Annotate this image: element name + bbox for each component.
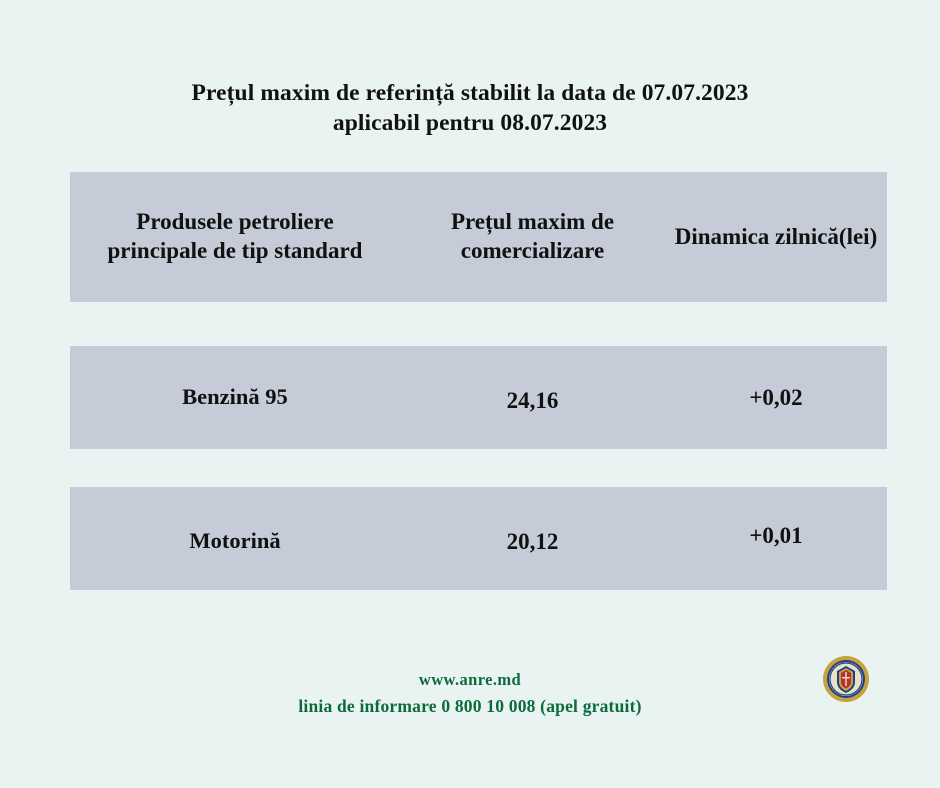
footer-website[interactable]: www.anre.md <box>418 670 522 689</box>
column-header-price: Prețul maxim de comercializare <box>450 209 615 263</box>
footer-info-line: linia de informare 0 800 10 008 (apel gratuit) <box>298 695 642 716</box>
cell-dynamics: +0,01 <box>749 522 803 548</box>
title-line-1: Prețul maxim de referință stabilit la data de 07.07.2023 <box>191 80 749 106</box>
cell-price: 24,16 <box>506 387 559 413</box>
table-row <box>70 346 887 449</box>
page-title <box>0 78 940 138</box>
row-spacer <box>70 302 887 346</box>
title-line-2: aplicabil pentru 08.07.2023 <box>332 110 608 137</box>
table-header-row <box>70 172 887 302</box>
cell-product: Motorină <box>189 527 281 553</box>
cell-product: Benzină 95 <box>182 383 288 409</box>
column-header-product: Produsele petroliere principale de tip standard <box>107 209 363 263</box>
cell-price: 20,12 <box>506 528 559 554</box>
footer <box>0 668 940 719</box>
cell-dynamics: +0,02 <box>749 384 803 410</box>
anre-emblem-icon <box>822 655 870 703</box>
price-table <box>70 172 887 590</box>
column-header-dynamics: Dinamica zilnică(lei) <box>674 223 878 249</box>
table-row <box>70 487 887 590</box>
row-spacer <box>70 449 887 487</box>
